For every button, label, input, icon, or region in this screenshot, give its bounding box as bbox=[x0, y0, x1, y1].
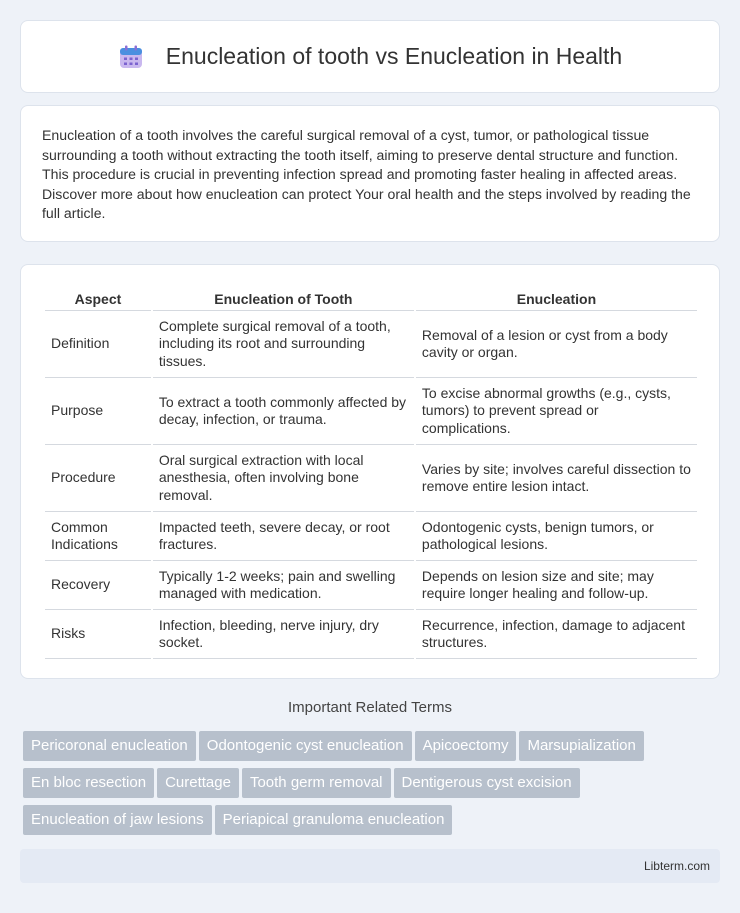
related-terms-title: Important Related Terms bbox=[288, 699, 452, 716]
calendar-icon bbox=[118, 44, 144, 70]
cell-general: Removal of a lesion or cyst from a body cavity or organ. bbox=[416, 311, 697, 378]
cell-aspect: Procedure bbox=[45, 445, 151, 512]
title-card bbox=[20, 20, 720, 93]
related-term-tag[interactable]: Odontogenic cyst enucleation bbox=[199, 731, 412, 761]
table-row bbox=[45, 445, 697, 512]
related-term-tag[interactable]: Dentigerous cyst excision bbox=[394, 768, 580, 798]
cell-tooth: Infection, bleeding, nerve injury, dry socket. bbox=[153, 610, 414, 659]
related-term-tag[interactable]: Pericoronal enucleation bbox=[23, 731, 196, 761]
footer-site-link[interactable]: Libterm.com bbox=[643, 859, 710, 873]
related-term-tag[interactable]: En bloc resection bbox=[23, 768, 154, 798]
cell-aspect: Recovery bbox=[45, 561, 151, 610]
related-term-tag[interactable]: Tooth germ removal bbox=[242, 768, 391, 798]
cell-aspect: Risks bbox=[45, 610, 151, 659]
cell-tooth: Typically 1-2 weeks; pain and swelling managed with medication. bbox=[153, 561, 414, 610]
cell-aspect: Definition bbox=[45, 311, 151, 378]
cell-tooth: Complete surgical removal of a tooth, including its root and surrounding tissues. bbox=[153, 311, 414, 378]
table-row bbox=[45, 512, 697, 561]
table-header-row bbox=[45, 283, 697, 311]
related-term-tag[interactable]: Periapical granuloma enucleation bbox=[215, 805, 453, 835]
comparison-table bbox=[43, 283, 699, 659]
related-term-tag[interactable]: Enucleation of jaw lesions bbox=[23, 805, 212, 835]
cell-aspect: Purpose bbox=[45, 378, 151, 445]
cell-tooth: Impacted teeth, severe decay, or root fractures. bbox=[153, 512, 414, 561]
header-enucleation: Enucleation bbox=[416, 283, 697, 311]
footer bbox=[20, 849, 720, 883]
cell-aspect: Common Indications bbox=[45, 512, 151, 561]
table-row bbox=[45, 610, 697, 659]
cell-tooth: Oral surgical extraction with local anesthesia, often involving bone removal. bbox=[153, 445, 414, 512]
cell-general: Depends on lesion size and site; may require longer healing and follow-up. bbox=[416, 561, 697, 610]
related-term-tag[interactable]: Curettage bbox=[157, 768, 239, 798]
header-aspect: Aspect bbox=[45, 283, 151, 311]
intro-text: Enucleation of a tooth involves the careful surgical removal of a cyst, tumor, or pathological tissue surrounding a tooth without extracting the tooth itself, aiming to preserve dental structure and function. This procedure is crucial in preventing infection spread and promoting faster healing in affected areas. Discover more about how enucleation can protect Your oral health and the steps involved by reading the full article. bbox=[42, 127, 691, 222]
header-enucleation-of-tooth: Enucleation of Tooth bbox=[153, 283, 414, 311]
table-row bbox=[45, 378, 697, 445]
cell-general: To excise abnormal growths (e.g., cysts, tumors) to prevent spread or complications. bbox=[416, 378, 697, 445]
related-term-tag[interactable]: Apicoectomy bbox=[415, 731, 517, 761]
cell-general: Varies by site; involves careful dissection to remove entire lesion intact. bbox=[416, 445, 697, 512]
comparison-table-card bbox=[20, 264, 720, 679]
related-terms-list bbox=[23, 731, 723, 842]
cell-general: Odontogenic cysts, benign tumors, or pathological lesions. bbox=[416, 512, 697, 561]
cell-tooth: To extract a tooth commonly affected by decay, infection, or trauma. bbox=[153, 378, 414, 445]
page-title: Enucleation of tooth vs Enucleation in Health bbox=[165, 43, 623, 69]
cell-general: Recurrence, infection, damage to adjacent structures. bbox=[416, 610, 697, 659]
table-row bbox=[45, 561, 697, 610]
table-row bbox=[45, 311, 697, 378]
related-term-tag[interactable]: Marsupialization bbox=[519, 731, 643, 761]
intro-card bbox=[20, 105, 720, 242]
